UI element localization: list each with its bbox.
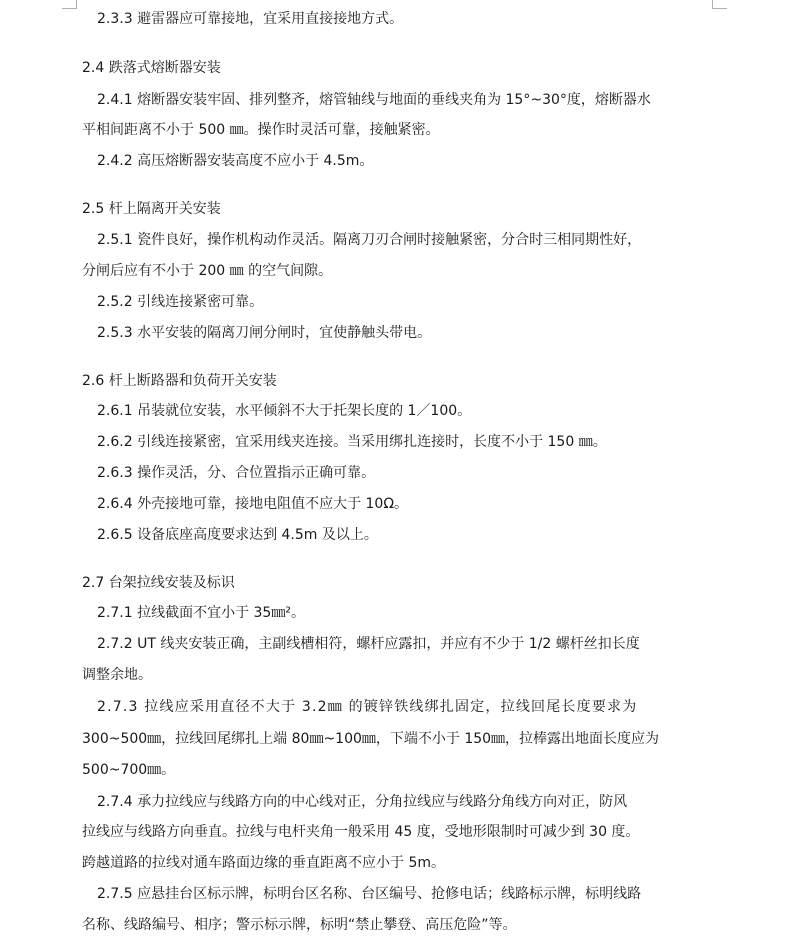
clause-2-5-1: 2.5.1 瓷件良好，操作机构动作灵活。隔离刀刃合闸时接触紧密，分合时三相同期性好，	[97, 232, 642, 248]
clause-2-6-1: 2.6.1 吊装就位安装，水平倾斜不大于托架长度的 1／100。	[97, 403, 472, 419]
clause-2-7-4: 2.7.4 承力拉线应与线路方向的中心线对正，分角拉线应与线路分角线方向对正，防风	[97, 794, 628, 810]
clause-2-7-3-continued-2: 500~700㎜。	[82, 762, 176, 778]
section-heading-2-4: 2.4 跌落式熔断器安装	[82, 60, 221, 76]
clause-2-7-2: 2.7.2 UT 线夹安装正确，主副线槽相符，螺杆应露扣，并应有不少于 1/2 螺杆丝扣长度	[97, 636, 640, 652]
clause-2-7-3: 2.7.3 拉线应采用直径不大于 3.2㎜ 的镀锌铁线绑扎固定，拉线回尾长度要求为	[97, 699, 638, 715]
clause-2-6-5: 2.6.5 设备底座高度要求达到 4.5m 及以上。	[97, 527, 378, 543]
section-heading-2-5: 2.5 杆上隔离开关安装	[82, 201, 221, 217]
clause-2-7-2-continued: 调整余地。	[82, 667, 152, 683]
clause-2-6-2: 2.6.2 引线连接紧密，宜采用线夹连接。当采用绑扎连接时，长度不小于 150 ㎜。	[97, 434, 607, 450]
page-corner-mark-left	[62, 0, 77, 9]
clause-2-4-1: 2.4.1 熔断器安装牢固、排列整齐，熔管轴线与地面的垂线夹角为 15°~30°度，熔断器水	[97, 92, 651, 108]
clause-2-5-2: 2.5.2 引线连接紧密可靠。	[97, 294, 264, 310]
clause-2-3-3: 2.3.3 避雷器应可靠接地，宜采用直接接地方式。	[97, 11, 404, 27]
clause-2-4-1-continued: 平相间距离不小于 500 ㎜。操作时灵活可靠，接触紧密。	[82, 122, 440, 138]
clause-2-5-1-continued: 分闸后应有不小于 200 ㎜ 的空气间隙。	[82, 263, 333, 279]
clause-2-7-5-continued: 名称、线路编号、相序；警示标示牌，标明“禁止攀登、高压危险”等。	[82, 917, 517, 933]
section-heading-2-7: 2.7 台架拉线安装及标识	[82, 575, 235, 591]
clause-2-7-4-continued-1: 拉线应与线路方向垂直。拉线与电杆夹角一般采用 45 度，受地形限制时可减少到 30 度。	[82, 824, 640, 840]
clause-2-4-2: 2.4.2 高压熔断器安装高度不应小于 4.5m。	[97, 153, 374, 169]
clause-2-7-1: 2.7.1 拉线截面不宜小于 35㎜²。	[97, 605, 305, 621]
clause-2-7-5: 2.7.5 应悬挂台区标示牌，标明台区名称、台区编号、抢修电话；线路标示牌，标明线路	[97, 886, 642, 902]
clause-2-6-3: 2.6.3 操作灵活，分、合位置指示正确可靠。	[97, 465, 376, 481]
clause-2-7-3-continued-1: 300~500㎜，拉线回尾绑扎上端 80㎜~100㎜，下端不小于 150㎜，拉棒露出地面长度应为	[82, 731, 660, 747]
clause-2-7-4-continued-2: 跨越道路的拉线对通车路面边缘的垂直距离不应小于 5m。	[82, 855, 445, 871]
section-heading-2-6: 2.6 杆上断路器和负荷开关安装	[82, 373, 277, 389]
clause-2-6-4: 2.6.4 外壳接地可靠，接地电阻值不应大于 10Ω。	[97, 496, 409, 512]
clause-2-5-3: 2.5.3 水平安装的隔离刀闸分闸时，宜使静触头带电。	[97, 325, 432, 341]
page-corner-mark-right	[712, 0, 727, 9]
